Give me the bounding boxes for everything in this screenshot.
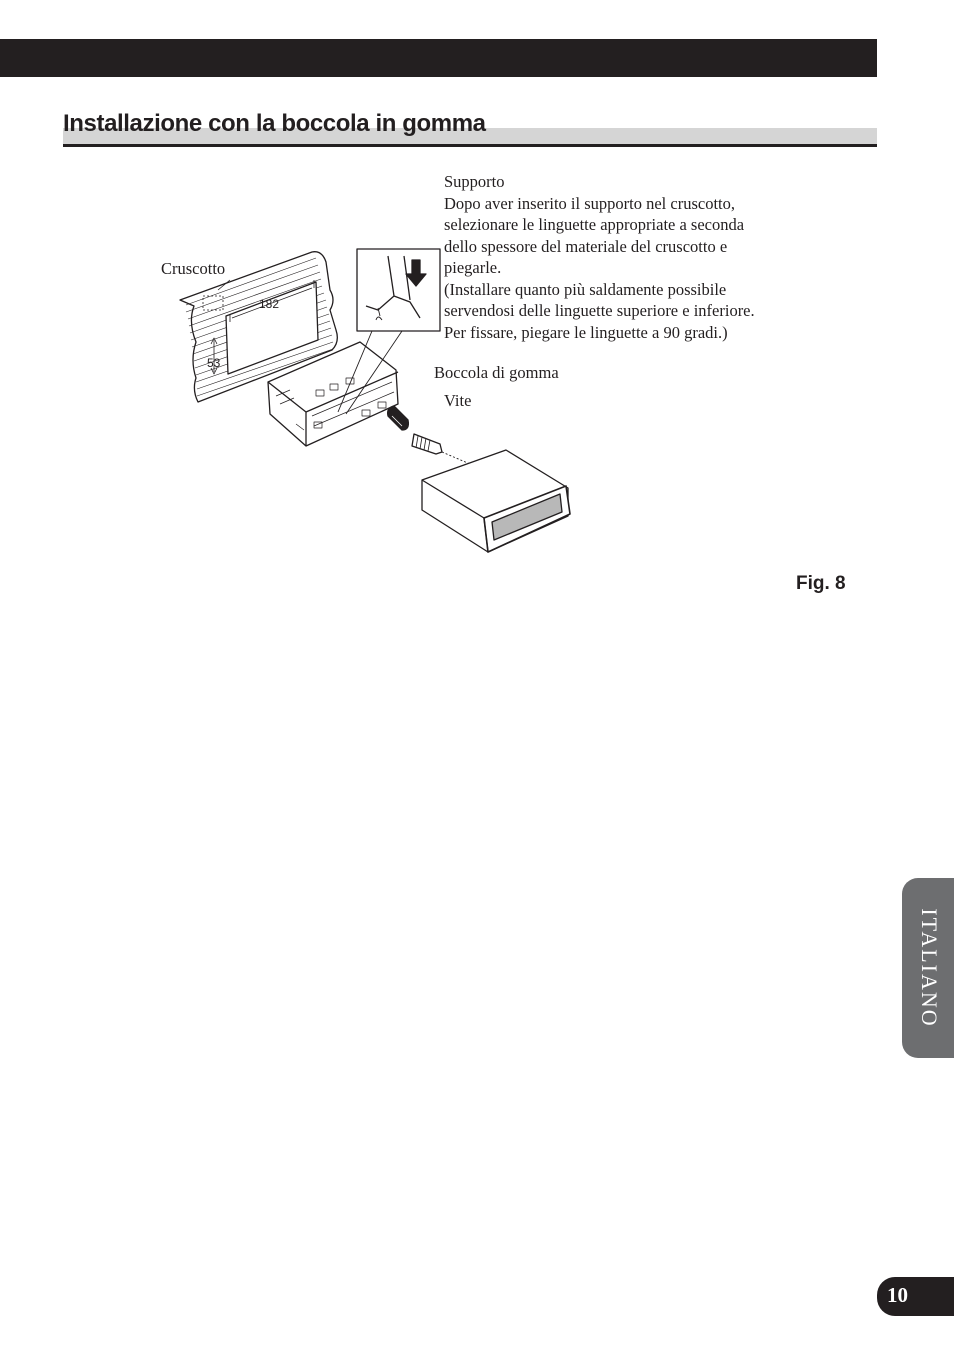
- support-line: (Installare quanto più saldamente possibile: [444, 279, 727, 299]
- support-line: selezionare le linguette appropriate a seconda: [444, 215, 745, 234]
- rubber-bushing: [388, 406, 409, 430]
- opening-height-dimension: 53: [207, 356, 221, 370]
- dashboard-label: Cruscotto: [161, 259, 226, 278]
- figure-caption: Fig. 8: [796, 573, 846, 594]
- screw-label: Vite: [444, 391, 472, 410]
- language-tab-label: ITALIANO: [917, 908, 942, 1028]
- support-line: piegarle.: [444, 258, 502, 277]
- opening-width-dimension: 182: [259, 297, 280, 311]
- page-number: 10: [887, 1283, 908, 1307]
- header-bar: [0, 39, 877, 77]
- support-line: servendosi delle linguette superiore e inferiore.: [444, 301, 755, 320]
- rubber-bushing-label: Boccola di gomma: [434, 363, 559, 382]
- support-callout: [444, 171, 755, 343]
- support-line: Dopo aver inserito il supporto nel cruscotto,: [444, 193, 735, 213]
- section-heading-rule: [63, 144, 877, 147]
- support-line: dello spessore del materiale del cruscotto e: [444, 236, 728, 256]
- support-label: Supporto: [444, 172, 505, 191]
- support-line: Per fissare, piegare le linguette a 90 gradi.): [444, 322, 728, 342]
- section-title: Installazione con la boccola in gomma: [63, 110, 486, 137]
- detail-inset: [357, 249, 440, 331]
